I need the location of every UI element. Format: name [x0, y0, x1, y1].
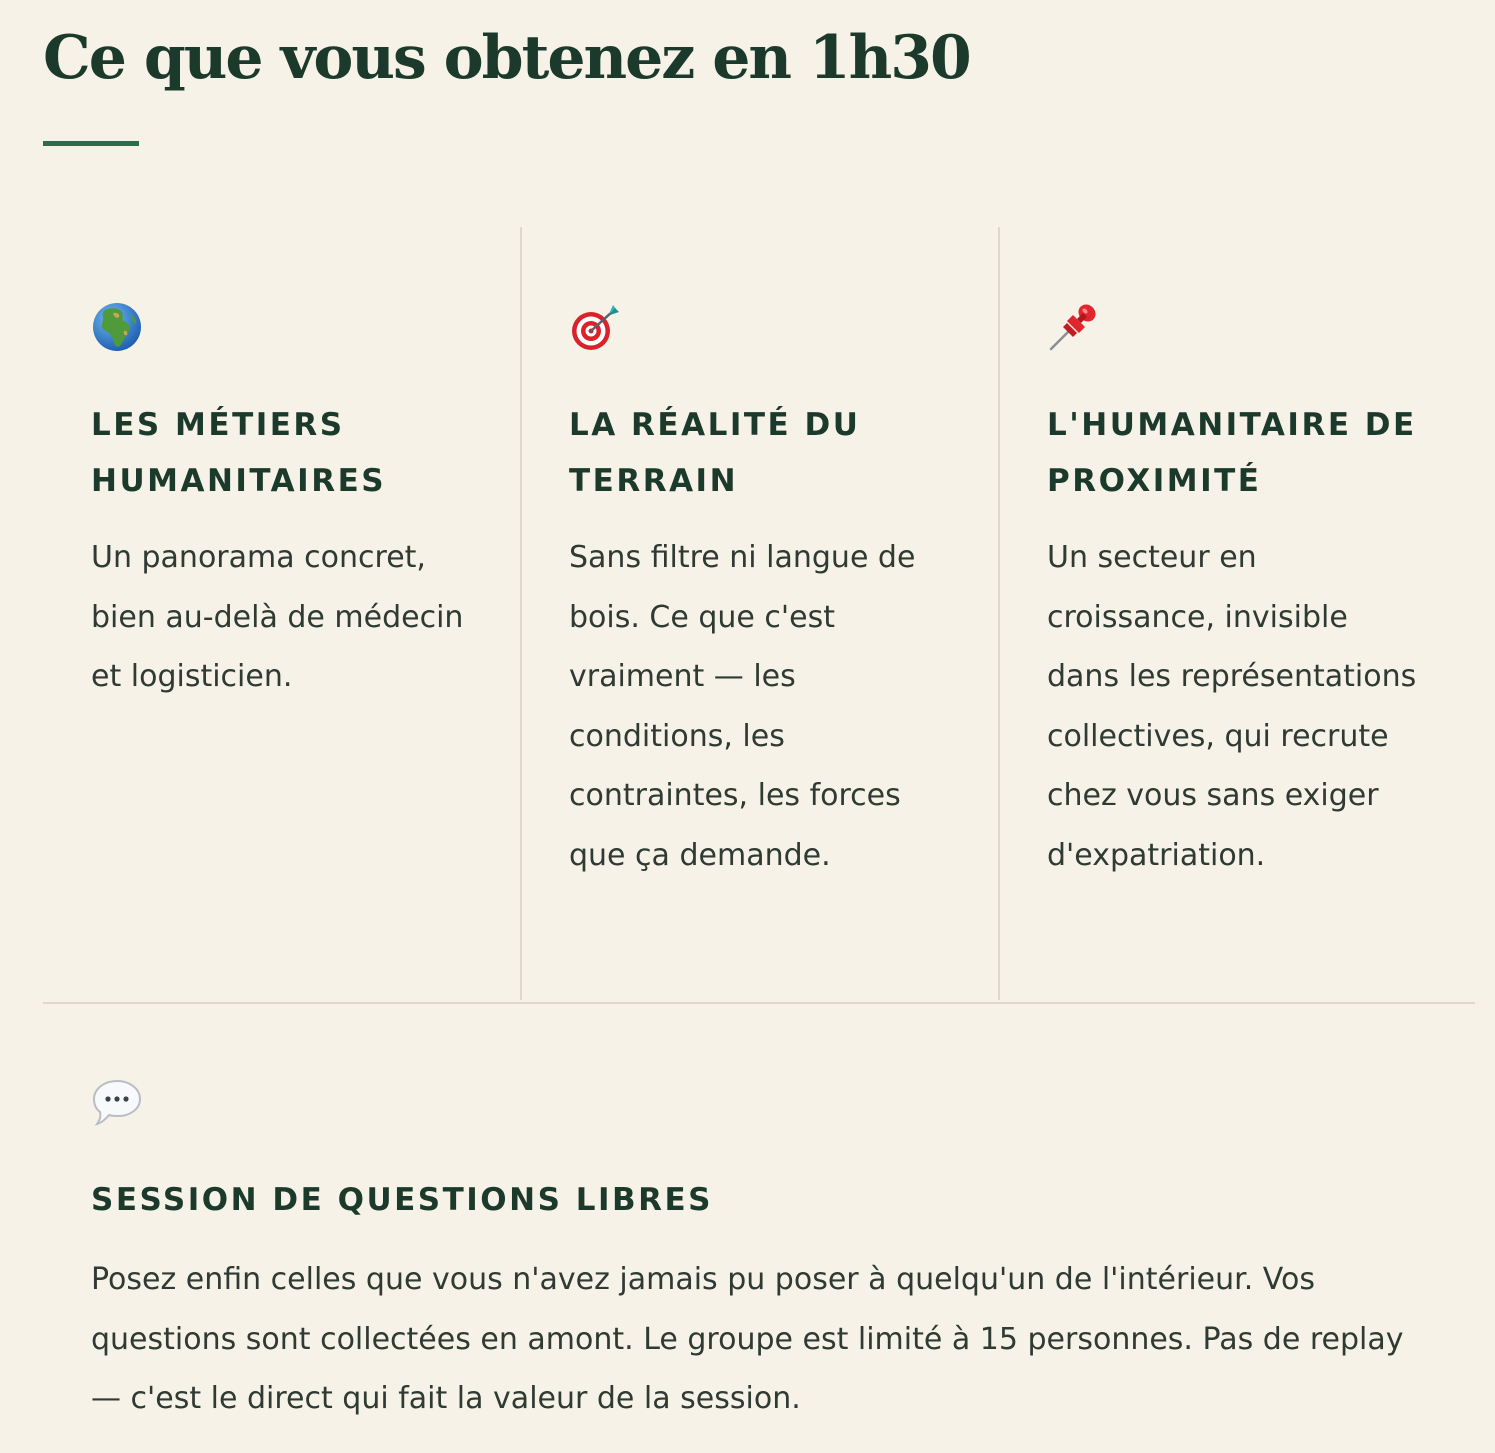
page — [43, 0, 1475, 1453]
feature-card-proximite — [998, 227, 1475, 1000]
page-title: Ce que vous obtenez en 1h30 — [43, 23, 970, 93]
questions-session-card — [43, 1002, 1475, 1453]
feature-description: Un secteur en croissance, invisible dans les représentations collectives, qui recrute chez vous sans exiger d'expatriation. — [1047, 540, 1417, 873]
feature-description: Sans filtre ni langue de bois. Ce que c'est vraiment — les conditions, les contraintes, les forces que ça demande. — [569, 540, 916, 873]
title-underline — [43, 141, 139, 146]
feature-description: Un panorama concret, bien au-delà de médecin et logisticien. — [91, 540, 464, 694]
features-grid — [43, 227, 1475, 1004]
feature-card-metiers — [43, 227, 520, 1000]
feature-heading: LES MÉTIERS HUMANITAIRES — [91, 407, 387, 499]
feature-heading: L'HUMANITAIRE DE PROXIMITÉ — [1047, 407, 1417, 499]
feature-heading: LA RÉALITÉ DU TERRAIN — [569, 407, 861, 499]
session-heading: SESSION DE QUESTIONS LIBRES — [91, 1182, 714, 1218]
session-description: Posez enfin celles que vous n'avez jamais pu poser à quelqu'un de l'intérieur. Vos questions sont collectées en amont. Le groupe est limité à 15 personnes. Pas de replay — c'est le direct qui fait la valeur de la session. — [91, 1262, 1404, 1416]
target-icon — [569, 301, 621, 353]
speech-bubble-icon — [91, 1076, 143, 1128]
feature-card-terrain — [520, 227, 998, 1000]
globe-icon — [91, 301, 143, 353]
pushpin-icon — [1047, 301, 1099, 353]
